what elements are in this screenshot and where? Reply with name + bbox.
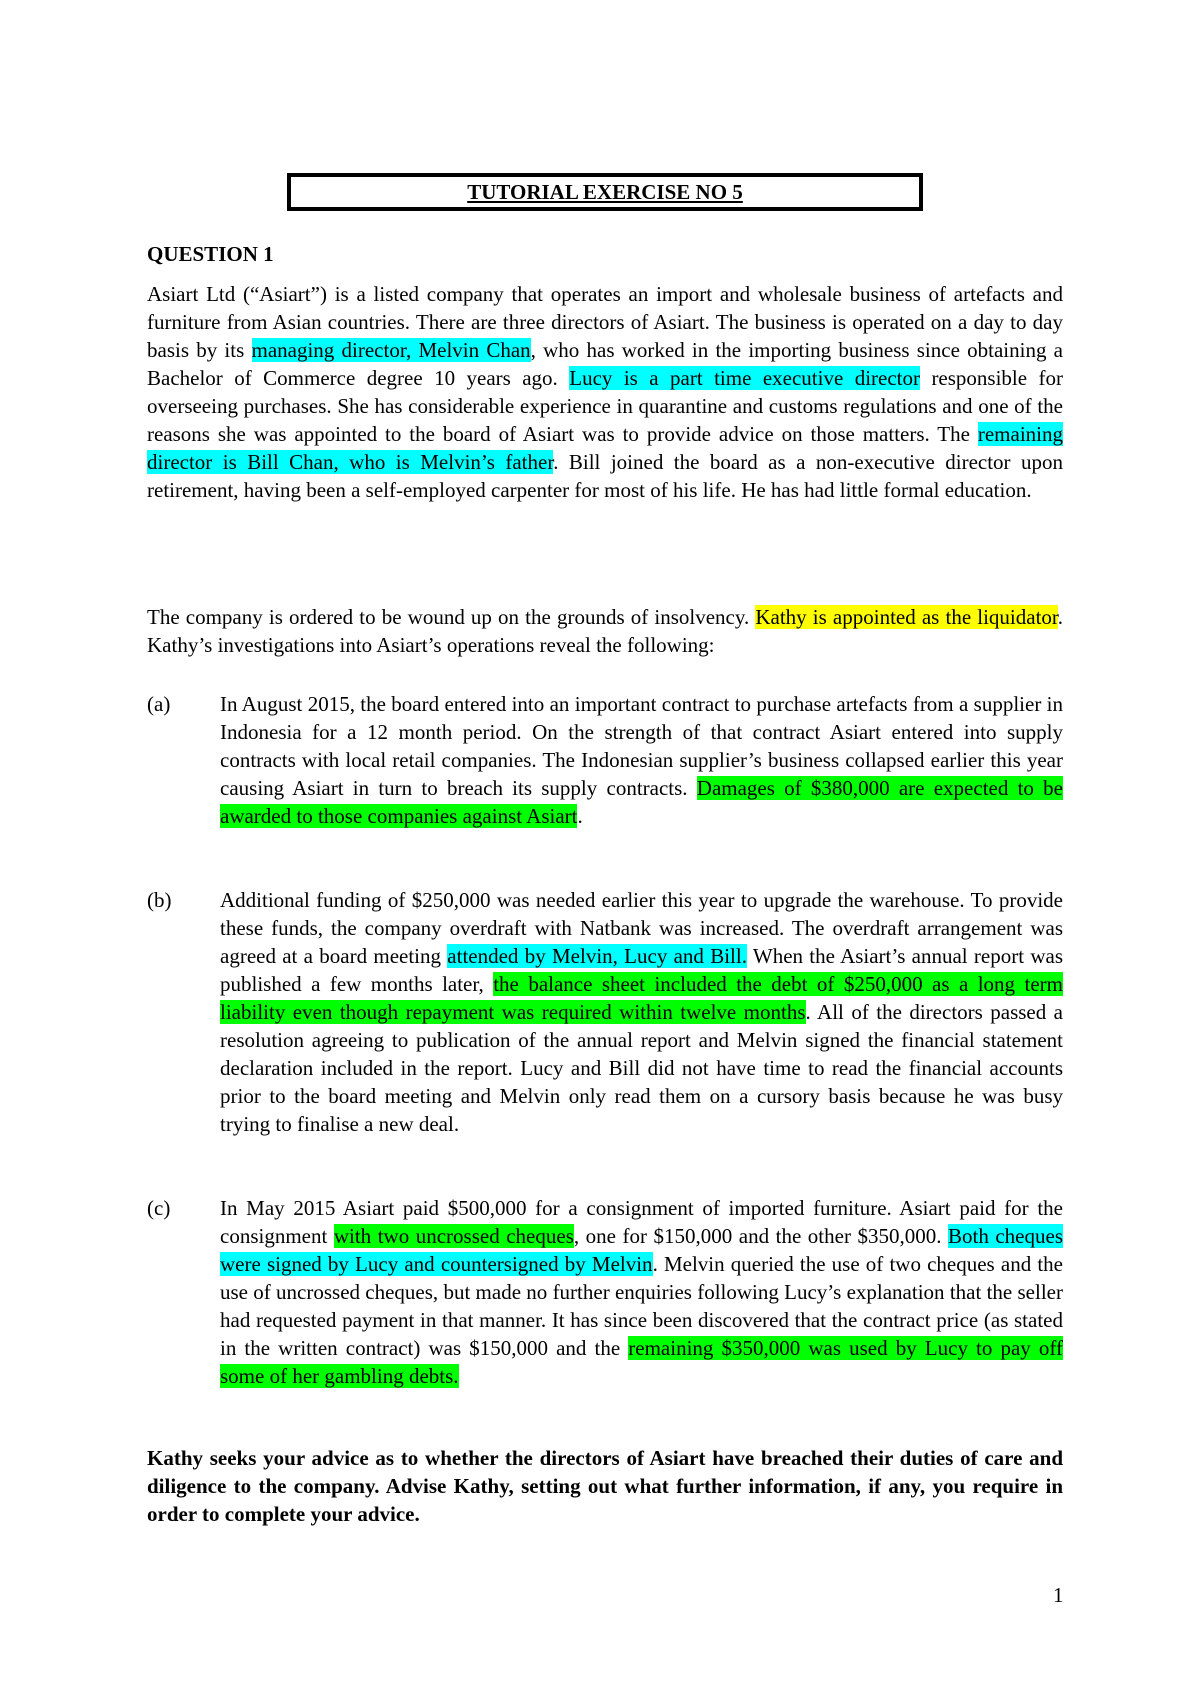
highlight-bill: remaining director is Bill Chan, who is Melvin’s father [147, 422, 1063, 474]
item-c-text-2: , one for $150,000 and the other $350,000. [573, 1224, 948, 1248]
item-a-text-1: In August 2015, the board entered into an important contract to purchase artefacts from a supplier in Indonesia for a 12 month period. On the strength of that contract Asiart entered into supply contracts with local retail companies. The Indonesian supplier’s business collapsed earlier this year causing Asiart in turn to breach its supply contracts. [220, 692, 1063, 800]
item-b [147, 886, 1063, 1138]
item-b-text [220, 886, 1063, 1138]
title-box [287, 173, 923, 211]
item-a-text [220, 690, 1063, 830]
highlight-liquidator: Kathy is appointed as the liquidator [755, 605, 1058, 629]
item-c-label: (c) [147, 1196, 171, 1220]
highlight-signed-cheques: Both cheques were signed by Lucy and countersigned by Melvin [220, 1224, 1063, 1276]
page-number: 1 [1053, 1583, 1064, 1607]
item-a [147, 690, 1063, 830]
highlight-balance-sheet: the balance sheet included the debt of $250,000 as a long term liability even though repayment was required within twelve months [220, 972, 1063, 1024]
highlight-gambling-debts: remaining $350,000 was used by Lucy to pay off some of her gambling debts. [220, 1336, 1063, 1388]
highlight-damages: Damages of $380,000 are expected to be awarded to those companies against Asiart [220, 776, 1063, 828]
question-heading: QUESTION 1 [147, 242, 274, 266]
highlight-uncrossed-cheques: with two uncrossed cheques [333, 1224, 574, 1248]
highlight-lucy: Lucy is a part time executive director [569, 366, 921, 390]
item-c-text-1: In May 2015 Asiart paid $500,000 for a consignment of imported furniture. Asiart paid for the consignment [220, 1196, 1063, 1248]
highlight-managing-director: managing director, Melvin Chan [251, 338, 531, 362]
item-a-text-2: . [577, 804, 583, 828]
intro-text-4: . Bill joined the board as a non-executive director upon retirement, having been a self-employed carpenter for most of his life. He has had little formal education. [147, 450, 1063, 502]
item-b-label: (b) [147, 888, 172, 912]
liquidation-text-2: . Kathy’s investigations into Asiart’s operations reveal the following: [147, 605, 1064, 657]
intro-paragraph [147, 280, 1063, 504]
intro-text-2: , who has worked in the importing business since obtaining a Bachelor of Commerce degree 10 years ago. [147, 338, 1063, 390]
item-c-text-3: . Melvin queried the use of two cheques and the use of uncrossed cheques, but made no further enquiries following Lucy’s explanation that the seller had requested payment in that manner. It has since been discovered that the contract price (as stated in the written contract) was $150,000 and the [220, 1252, 1063, 1360]
item-a-label: (a) [147, 692, 171, 716]
item-b-text-1: Additional funding of $250,000 was needed earlier this year to upgrade the warehouse. To provide these funds, the company overdraft with Natbank was increased. The overdraft arrangement was agreed at a board meeting [220, 888, 1063, 968]
liquidation-text-1: The company is ordered to be wound up on the grounds of insolvency. [147, 605, 756, 629]
liquidation-paragraph [147, 603, 1063, 659]
item-b-text-2: When the Asiart’s annual report was published a few months later, [220, 944, 1064, 996]
document-title: TUTORIAL EXERCISE NO 5 [467, 179, 743, 204]
item-c [147, 1194, 1063, 1390]
item-c-text [220, 1194, 1063, 1390]
highlight-attended: attended by Melvin, Lucy and Bill. [447, 944, 747, 968]
intro-text-1: Asiart Ltd (“Asiart”) is a listed company that operates an import and wholesale business of artefacts and furniture from Asian countries. There are three directors of Asiart. The business is operated on a day to day basis by its [147, 282, 1063, 362]
intro-text-3: responsible for overseeing purchases. She has considerable experience in quarantine and customs regulations and one of the reasons she was appointed to the board of Asiart was to provide advice on those matters. The [147, 366, 1064, 446]
final-question: Kathy seeks your advice as to whether the directors of Asiart have breached their duties of care and diligence to the company. Advise Kathy, setting out what further information, if any, you require in order to complete your advice. [147, 1446, 1063, 1526]
item-b-text-3: . All of the directors passed a resolution agreeing to publication of the annual report and Melvin signed the financial statement declaration included in the report. Lucy and Bill did not have time to read the financial accounts prior to the board meeting and Melvin only read them on a cursory basis because he was busy trying to finalise a new deal. [220, 1000, 1063, 1136]
